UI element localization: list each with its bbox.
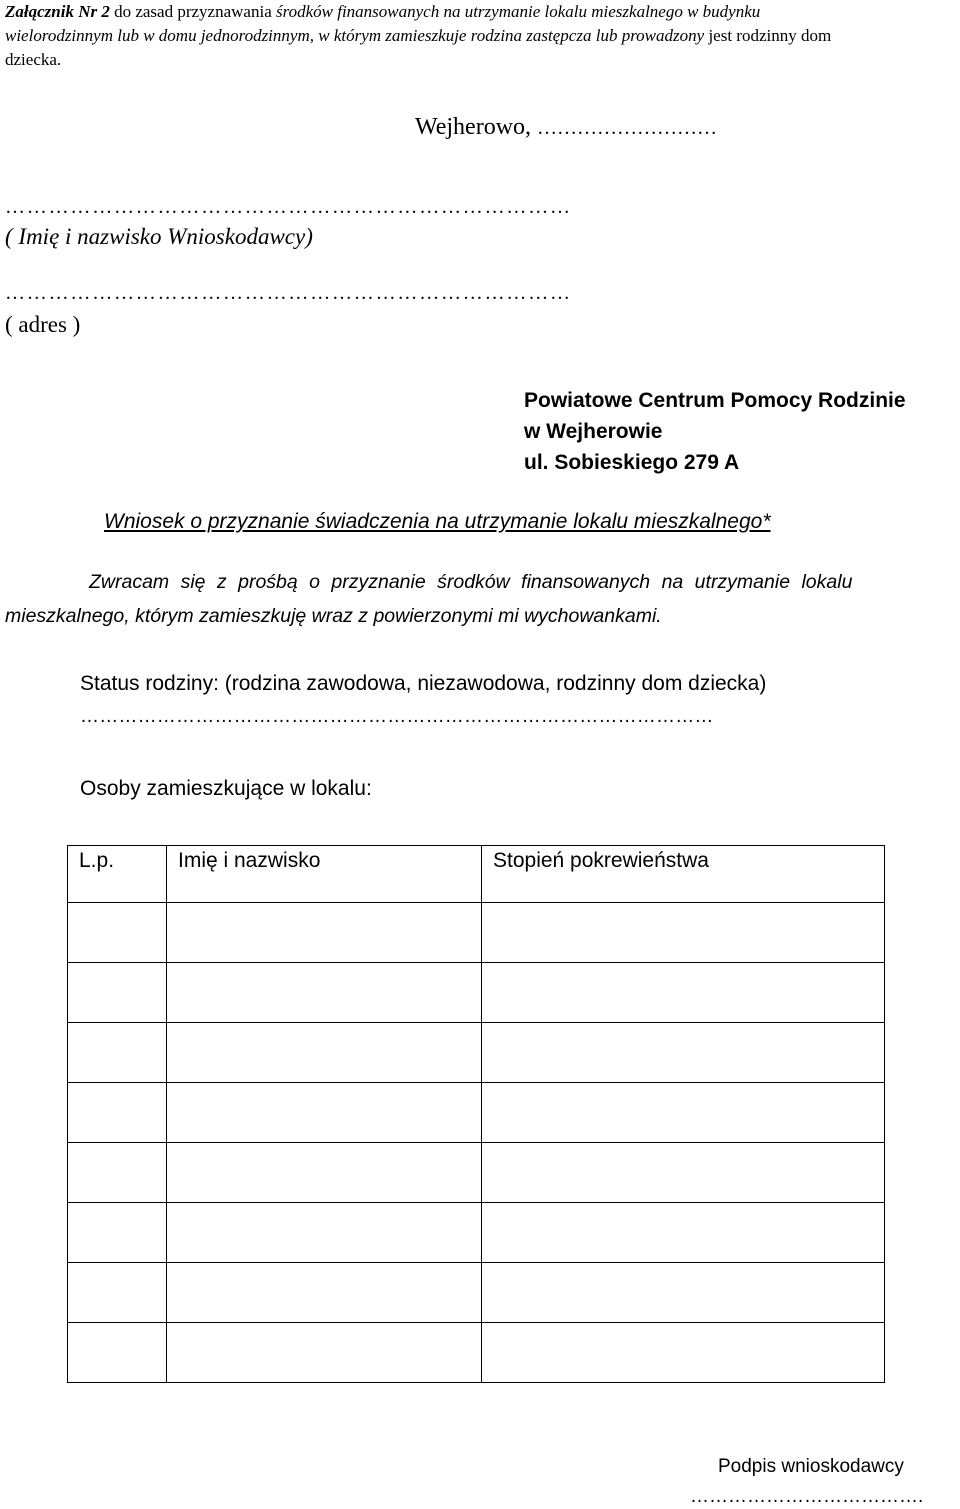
applicant-address-label: ( adres ) bbox=[5, 312, 81, 337]
cell-name[interactable] bbox=[167, 1263, 482, 1323]
header-italic-text-2: wielorodzinnym lub w domu jednorodzinnym, w którym zamieszkuje rodzina zastępcza lub prowadzony bbox=[5, 26, 705, 45]
family-status-label: Status rodziny: (rodzina zawodowa, niezawodowa, rodzinny dom dziecka) bbox=[80, 672, 767, 695]
cell-relationship[interactable] bbox=[482, 963, 885, 1023]
residents-table-body bbox=[68, 903, 885, 1383]
table-header-row bbox=[68, 846, 885, 903]
table-row bbox=[68, 1023, 885, 1083]
header-text: do zasad przyznawania bbox=[109, 2, 276, 21]
cell-name[interactable] bbox=[167, 1083, 482, 1143]
cell-relationship[interactable] bbox=[482, 1323, 885, 1383]
cell-name[interactable] bbox=[167, 963, 482, 1023]
table-row bbox=[68, 1143, 885, 1203]
family-status-field[interactable]: ……………………………………………………………………………………… bbox=[80, 706, 714, 727]
table-row bbox=[68, 963, 885, 1023]
cell-number[interactable] bbox=[68, 1023, 167, 1083]
city-label: Wejherowo, bbox=[415, 114, 532, 140]
header-text-2: jest rodzinny dom bbox=[704, 26, 832, 45]
signature-field[interactable]: ………………………………. bbox=[690, 1486, 924, 1507]
cell-number[interactable] bbox=[68, 1143, 167, 1203]
table-row bbox=[68, 1083, 885, 1143]
residents-table bbox=[67, 845, 885, 1383]
request-text-line-2: mieszkalnego, którym zamieszkuję wraz z powierzonymi mi wychowankami. bbox=[5, 605, 662, 627]
cell-number[interactable] bbox=[68, 1203, 167, 1263]
header-line-1 bbox=[5, 0, 935, 24]
table-row bbox=[68, 1323, 885, 1383]
signature-label: Podpis wnioskodawcy bbox=[718, 1456, 904, 1477]
residents-label: Osoby zamieszkujące w lokalu: bbox=[80, 777, 372, 800]
header-line-2 bbox=[5, 24, 935, 48]
attachment-number: Załącznik Nr 2 bbox=[5, 2, 110, 21]
column-header-number: L.p. bbox=[68, 846, 167, 903]
document-header bbox=[5, 0, 935, 72]
column-header-relationship: Stopień pokrewieństwa bbox=[482, 846, 885, 903]
column-header-name: Imię i nazwisko bbox=[167, 846, 482, 903]
cell-name[interactable] bbox=[167, 1323, 482, 1383]
table-row bbox=[68, 903, 885, 963]
cell-relationship[interactable] bbox=[482, 1083, 885, 1143]
recipient-city: w Wejherowie bbox=[524, 420, 663, 443]
applicant-name-field[interactable]: …………………………………………………………………… bbox=[5, 196, 572, 218]
applicant-name-label: ( Imię i nazwisko Wnioskodawcy) bbox=[5, 224, 313, 249]
cell-number[interactable] bbox=[68, 903, 167, 963]
recipient-street: ul. Sobieskiego 279 A bbox=[524, 451, 740, 474]
cell-relationship[interactable] bbox=[482, 1263, 885, 1323]
cell-relationship[interactable] bbox=[482, 1143, 885, 1203]
request-text-line-1: Zwracam się z prośbą o przyznanie środków finansowanych na utrzymanie lokalu bbox=[89, 571, 853, 593]
cell-number[interactable] bbox=[68, 1323, 167, 1383]
header-italic-text: środków finansowanych na utrzymanie lokalu mieszkalnego w budynku bbox=[275, 2, 761, 21]
table-row bbox=[68, 1203, 885, 1263]
cell-name[interactable] bbox=[167, 1023, 482, 1083]
cell-name[interactable] bbox=[167, 903, 482, 963]
cell-name[interactable] bbox=[167, 1143, 482, 1203]
form-title: Wniosek o przyznanie świadczenia na utrzymanie lokalu mieszkalnego* bbox=[104, 510, 771, 533]
table-row bbox=[68, 1263, 885, 1323]
header-line-3: dziecka. bbox=[5, 50, 62, 69]
date-field[interactable]: ……………………… bbox=[537, 117, 718, 139]
recipient-name: Powiatowe Centrum Pomocy Rodzinie bbox=[524, 389, 906, 412]
cell-relationship[interactable] bbox=[482, 1203, 885, 1263]
cell-relationship[interactable] bbox=[482, 1023, 885, 1083]
cell-number[interactable] bbox=[68, 1083, 167, 1143]
applicant-address-field[interactable]: …………………………………………………………………… bbox=[5, 282, 572, 304]
cell-number[interactable] bbox=[68, 963, 167, 1023]
cell-relationship[interactable] bbox=[482, 903, 885, 963]
cell-number[interactable] bbox=[68, 1263, 167, 1323]
place-date-line bbox=[415, 114, 717, 141]
cell-name[interactable] bbox=[167, 1203, 482, 1263]
